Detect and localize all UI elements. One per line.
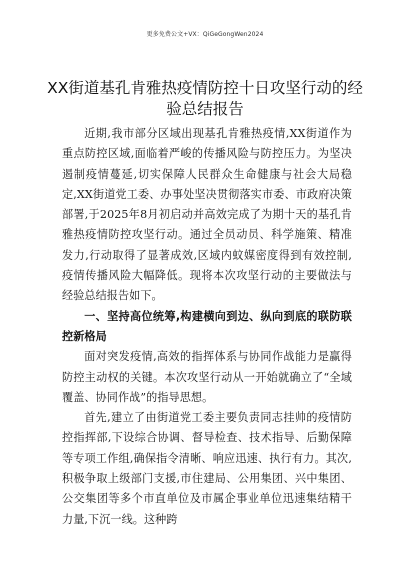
body-paragraph: 首先,建立了由街道党工委主要负责同志挂帅的疫情防控指挥部,下设综合协调、督导检查、技术指导、后勤保障等专项工作组,确保指令清晰、响应迅速、执行有力。其次,积极争取上级部门支援,市住建局、公用集团、兴中集团、公交集团等多个市直单位及市属企事业单位迅速集结精干力量,下沉一线。这种跨: [62, 411, 352, 526]
document-body: [62, 124, 352, 530]
intro-paragraph: 近期,我市部分区域出现基孔肯雅热疫情,XX街道作为重点防控区域,面临着严峻的传播风险与防控压力。为坚决遏制疫情蔓延,切实保障人民群众生命健康与社会大局稳定,XX街道党工委、办事处坚决贯彻落实市委、市政府决策部署,于2025年8月初启动并高效完成了为期十天的基孔肯雅热疫情防控攻坚行动。通过全员动员、科学施策、精准发力,行动取得了显著成效,区域内蚊媒密度得到有效控制,疫情传播风险大幅降低。现将本次攻坚行动的主要做法与经验总结报告如下。: [62, 127, 352, 303]
section-heading-1: 一、坚持高位统筹,构建横向到边、纵向到底的联防联控新格局: [62, 309, 352, 343]
header-note: 更多免费公文+VX：QiGeGongWen2024: [146, 31, 264, 38]
body-paragraph: 面对突发疫情,高效的指挥体系与协同作战能力是赢得防控主动权的关键。本次攻坚行动从一开始就确立了“全域覆盖、协同作战”的指导思想。: [62, 350, 352, 404]
document-title: XX街道基孔肯雅热疫情防控十日攻坚行动的经验总结报告: [47, 79, 363, 118]
